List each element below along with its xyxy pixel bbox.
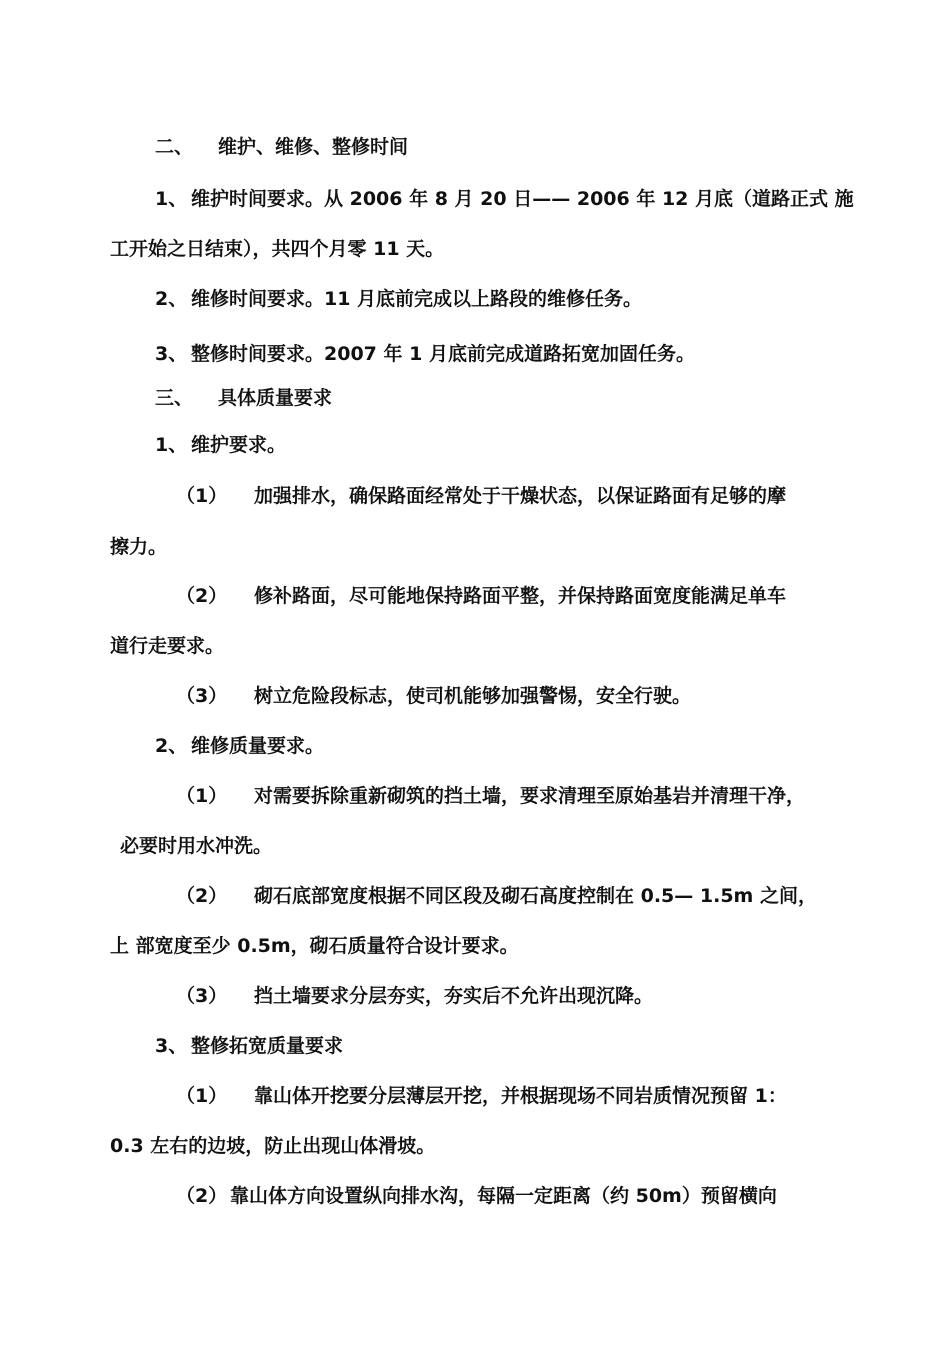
paragraph-line: 必要时用水冲洗。 <box>120 835 273 857</box>
subsection-label: 3、 <box>155 1035 188 1057</box>
point-label: （2） <box>176 1185 228 1207</box>
paragraph-line: 对需要拆除重新砌筑的挡土墙，要求清理至原始基岩并清理干净， <box>254 785 806 807</box>
section-2-heading-number: 二、 <box>155 136 194 158</box>
paragraph-line: 道行走要求。 <box>110 635 225 657</box>
paragraph-line: 0.3 左右的边坡，防止出现山体滑坡。 <box>110 1135 436 1157</box>
paragraph-line: 上 部宽度至少 0.5m，砌石质量符合设计要求。 <box>110 935 519 957</box>
subsection-title: 维修质量要求。 <box>191 735 325 757</box>
paragraph-line: 擦力。 <box>110 536 168 558</box>
paragraph-line: 加强排水，确保路面经常处于干燥状态，以保证路面有足够的摩 <box>254 485 787 507</box>
point-label: （2） <box>176 885 228 907</box>
point-label: （1） <box>176 1085 228 1107</box>
item-label: 3、 <box>155 343 188 365</box>
item-label: 1、 <box>155 188 188 210</box>
paragraph-line: 靠山体开挖要分层薄层开挖，并根据现场不同岩质情况预留 1： <box>254 1085 787 1107</box>
paragraph-line: 靠山体方向设置纵向排水沟，每隔一定距离（约 50m）预留横向 <box>230 1185 777 1207</box>
paragraph-line: 维修时间要求。11 月底前完成以上路段的维修任务。 <box>191 288 643 310</box>
point-label: （2） <box>176 585 228 607</box>
subsection-title: 维护要求。 <box>191 434 287 456</box>
point-label: （1） <box>176 485 228 507</box>
item-label: 2、 <box>155 288 188 310</box>
paragraph-line: 工开始之日结束），共四个月零 11 天。 <box>110 238 445 260</box>
paragraph-line: 砌石底部宽度根据不同区段及砌石高度控制在 0.5— 1.5m 之间， <box>254 885 817 907</box>
subsection-label: 2、 <box>155 735 188 757</box>
paragraph-line: 整修时间要求。2007 年 1 月底前完成道路拓宽加固任务。 <box>191 343 695 365</box>
subsection-title: 整修拓宽质量要求 <box>191 1035 344 1057</box>
subsection-label: 1、 <box>155 434 188 456</box>
point-label: （3） <box>176 685 228 707</box>
section-2-heading: 维护、维修、整修时间 <box>218 136 409 158</box>
paragraph-line: 挡土墙要求分层夯实，夯实后不允许出现沉降。 <box>254 985 654 1007</box>
point-label: （3） <box>176 985 228 1007</box>
section-3-heading: 具体质量要求 <box>218 387 333 409</box>
point-label: （1） <box>176 785 228 807</box>
paragraph-line: 树立危险段标志，使司机能够加强警惕，安全行驶。 <box>254 685 692 707</box>
paragraph-line: 修补路面，尽可能地保持路面平整，并保持路面宽度能满足单车 <box>254 585 787 607</box>
section-3-heading-number: 三、 <box>155 387 194 409</box>
paragraph-line: 维护时间要求。从 2006 年 8 月 20 日—— 2006 年 12 月底（道路正式 施 <box>191 188 854 210</box>
